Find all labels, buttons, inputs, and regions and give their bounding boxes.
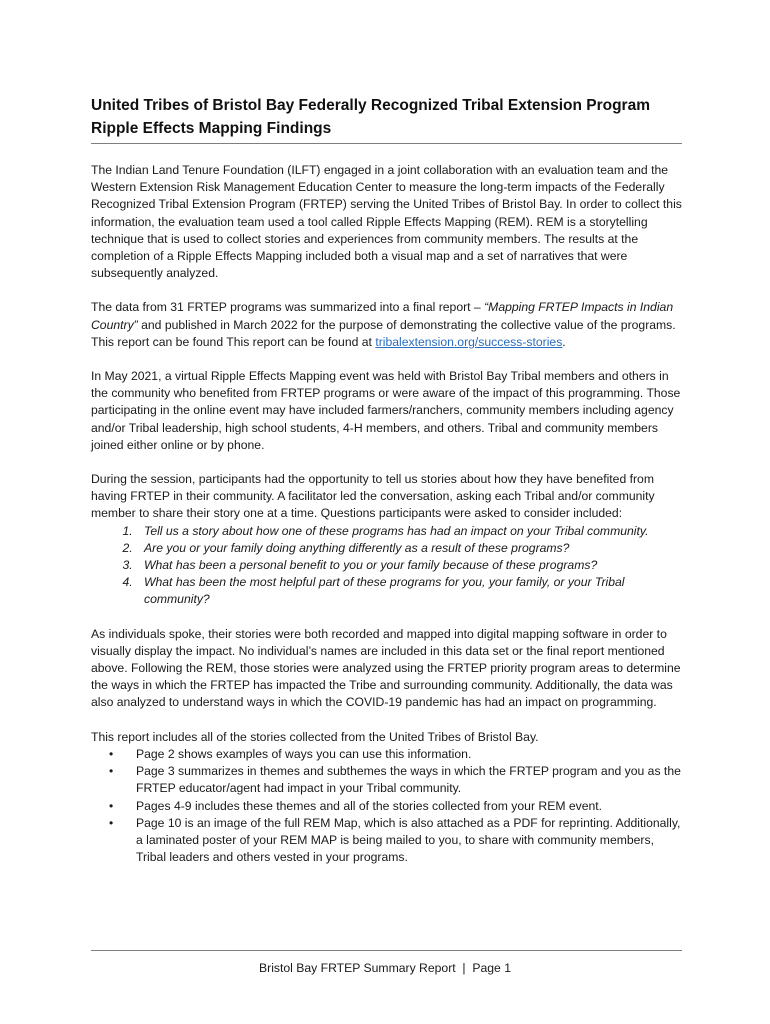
document-body [91,94,682,866]
contents-list [91,746,682,866]
paragraph-event: In May 2021, a virtual Ripple Effects Mapping event was held with Bristol Bay Tribal members and others in the community who benefited from FRTEP programs or were aware of the impact of this programming. Those participating in the online event may have included farmers/ranchers, community members including agency and/or Tribal leadership, high school students, 4-H members, and others. Tribal and community members joined either online or by phone. [91,369,681,452]
list-item-text: Page 10 is an image of the full REM Map, which is also attached as a PDF for reprinting. Additionally, a laminated poster of your REM MAP is being mailed to you, to share with community members, Tribal leaders and others vested in your programs. [136,815,681,865]
paragraph-report [91,299,682,351]
report-text-2: and published in March 2022 for the purpose of demonstrating the collective value of the programs. This report can be found This report can be found at [91,317,676,349]
document-title [91,94,682,140]
paragraph-contents: This report includes all of the stories collected from the United Tribes of Bristol Bay. [91,729,539,744]
paragraph-analysis: As individuals spoke, their stories were both recorded and mapped into digital mapping software in order to visually display the impact. No individual’s names are included in this data set or the final report mentioned above. Following the REM, those stories were analyzed using the FRTEP priority program areas to determine the ways in which the FRTEP has impacted the Tribe and surrounding community. Additionally, the data was also analyzed to understand ways in which the COVID-19 pandemic has had an impact on programming. [91,626,681,710]
question-item: 1. Tell us a story about how one of these programs has had an impact on your Tribal community. [136,523,682,540]
question-item: 4. What has been the most helpful part of these programs for you, your family, or your Tribal community? [136,574,682,608]
list-item-text: Pages 4-9 includes these themes and all of the stories collected from your REM event. [136,798,603,813]
question-item: 2. Are you or your family doing anything differently as a result of these programs? [136,540,682,557]
paragraph-intro: The Indian Land Tenure Foundation (ILFT) engaged in a joint collaboration with an evaluation team and the Western Extension Risk Management Education Center to measure the long-term impacts of the Federally Recognized Tribal Extension Program (FRTEP) serving the United Tribes of Bristol Bay. In order to collect this information, the evaluation team used a tool called Ripple Effects Mapping (REM). REM is a storytelling technique that is used to collect stories and experiences from community members. The results at the completion of a Ripple Effects Mapping included both a visual map and a set of narratives that were subsequently analyzed. [91,163,682,281]
title-divider [91,143,682,144]
report-text-end: . [562,334,566,349]
list-item [109,746,682,763]
bullet-icon: • [109,815,114,830]
list-item-text: Page 3 summarizes in themes and subthemes the ways in which the FRTEP program and you as the FRTEP educator/agent had impact in your Tribal community. [136,764,681,796]
bullet-icon: • [109,746,114,761]
bullet-icon: • [109,764,114,779]
success-stories-link[interactable]: tribalextension.org/success-stories [375,334,563,349]
report-text-1: The data from 31 FRTEP programs was summarized into a final report – [91,300,485,315]
list-item [109,815,682,867]
question-item: 3. What has been a personal benefit to you or your family because of these programs? [136,557,682,574]
list-item [109,763,682,797]
paragraph-session: During the session, participants had the opportunity to tell us stories about how they have benefited from having FRTEP in their community. A facilitator led the conversation, asking each Tribal and/or community member to share their story one at a time. Questions participants were asked to consider included: [91,472,655,521]
list-item-text: Page 2 shows examples of ways you can use this information. [136,746,472,761]
list-item [109,798,682,815]
report-title: “Mapping FRTEP Impacts in Indian Country” [91,300,674,332]
footer-divider [91,950,682,951]
title-line-1: United Tribes of Bristol Bay Federally Recognized Tribal Extension Program [91,97,650,114]
title-line-2: Ripple Effects Mapping Findings [91,120,332,137]
page-footer: Bristol Bay FRTEP Summary Report | Page 1 [259,961,511,975]
questions-list [91,523,682,609]
bullet-icon: • [109,798,114,813]
